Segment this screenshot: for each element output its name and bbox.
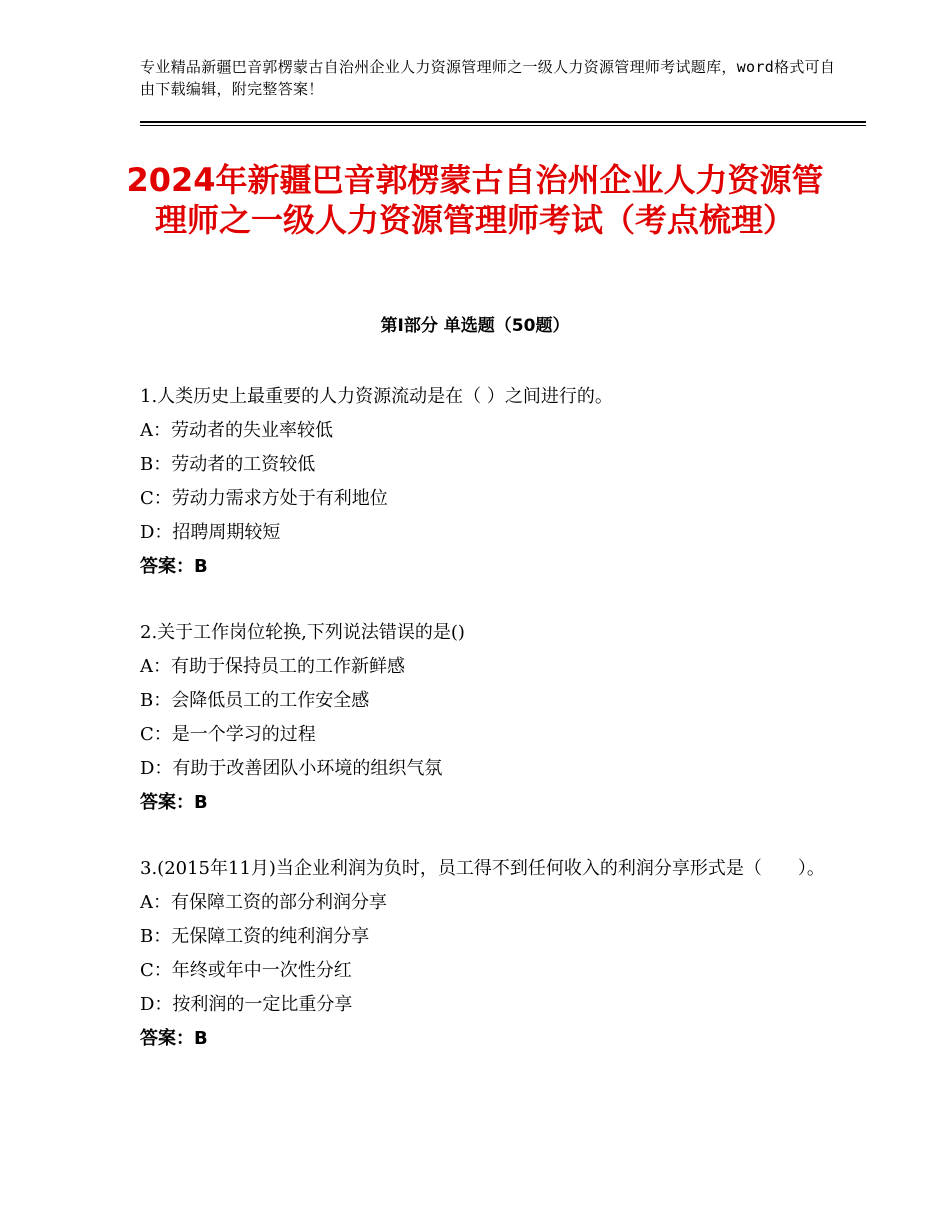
- answer: 答案：B: [140, 556, 208, 577]
- question-stem: 3.(2015年11月)当企业利润为负时，员工得不到任何收入的利润分享形式是（ ）。: [140, 858, 825, 879]
- option-b: B：会降低员工的工作安全感: [140, 690, 370, 711]
- answer: 答案：B: [140, 1028, 208, 1049]
- section-heading: 第Ⅰ部分 单选题（50题）: [380, 316, 570, 336]
- question-list: [140, 380, 830, 1088]
- header-divider-thick: [140, 121, 866, 123]
- option-d: D：招聘周期较短: [140, 522, 281, 543]
- document-title: 2024年新疆巴音郭楞蒙古自治州企业人力资源管理师之一级人力资源管理师考试（考点梳理）: [126, 161, 824, 239]
- option-b: B：劳动者的工资较低: [140, 454, 316, 475]
- option-d: D：按利润的一定比重分享: [140, 994, 353, 1015]
- option-c: C：是一个学习的过程: [140, 724, 316, 745]
- option-c: C：劳动力需求方处于有利地位: [140, 488, 388, 509]
- answer: 答案：B: [140, 792, 208, 813]
- option-d: D：有助于改善团队小环境的组织气氛: [140, 758, 443, 779]
- option-a: A：有助于保持员工的工作新鲜感: [140, 656, 405, 677]
- option-c: C：年终或年中一次性分红: [140, 960, 352, 981]
- question-stem: 2.关于工作岗位轮换,下列说法错误的是(): [140, 622, 465, 643]
- header-note: 专业精品新疆巴音郭楞蒙古自治州企业人力资源管理师之一级人力资源管理师考试题库，word格式可自由下载编辑，附完整答案！: [140, 58, 836, 98]
- option-a: A：有保障工资的部分利润分享: [140, 892, 387, 913]
- question-1: [140, 380, 830, 584]
- question-stem: 1.人类历史上最重要的人力资源流动是在（ ）之间进行的。: [140, 386, 613, 407]
- question-3: [140, 852, 830, 1056]
- option-a: A：劳动者的失业率较低: [140, 420, 333, 441]
- header-divider-thin: [140, 125, 866, 126]
- question-2: [140, 616, 830, 820]
- option-b: B：无保障工资的纯利润分享: [140, 926, 370, 947]
